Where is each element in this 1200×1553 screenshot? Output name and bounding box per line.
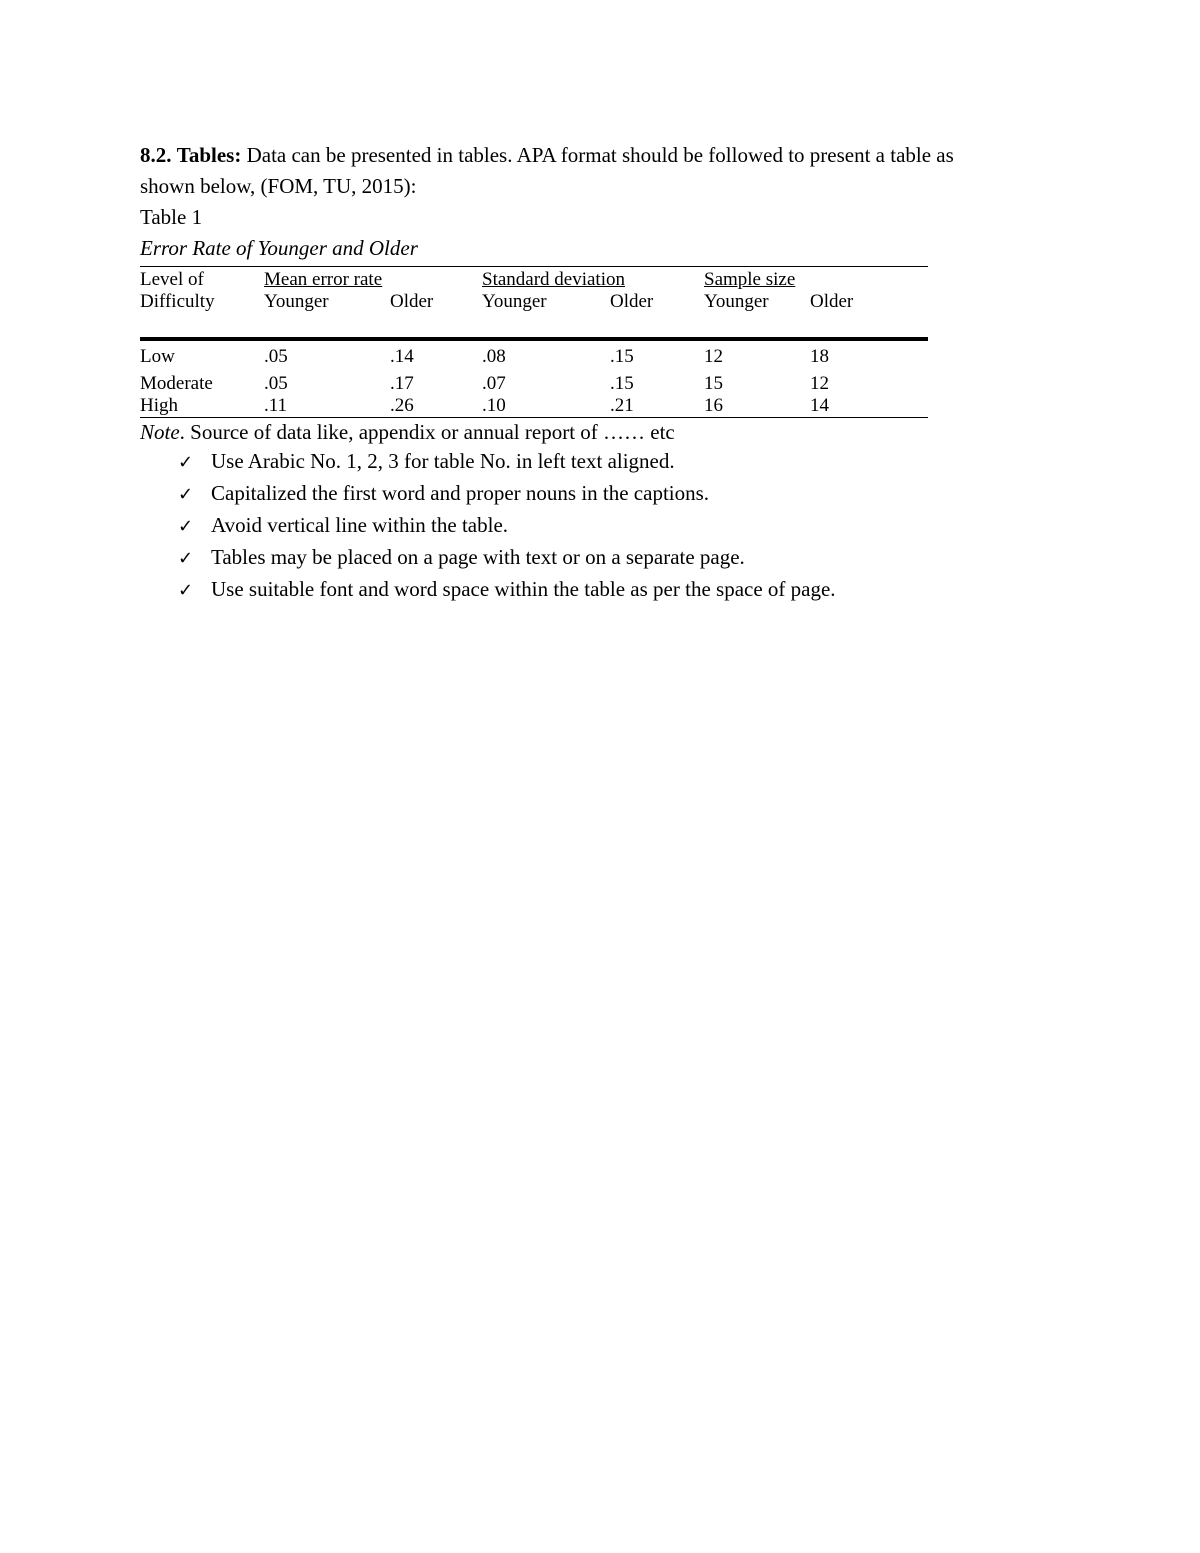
- header-cell: Difficulty: [140, 291, 264, 339]
- table-header-row-2: [140, 291, 928, 339]
- table-cell: 12: [810, 373, 829, 394]
- table-label: Table 1: [140, 205, 203, 229]
- note-period: .: [179, 420, 185, 444]
- list-item-text: Capitalized the first word and proper nouns in the captions.: [211, 481, 710, 505]
- list-item-text: Tables may be placed on a page with text or on a separate page.: [211, 545, 745, 569]
- list-item: [178, 542, 1100, 574]
- list-item-text: Use Arabic No. 1, 2, 3 for table No. in left text aligned.: [211, 449, 675, 473]
- header-cell: Younger: [482, 291, 610, 339]
- table-note: [140, 418, 1100, 446]
- table-cell: .21: [610, 395, 704, 418]
- list-item: [178, 574, 1100, 606]
- table-cell: 14: [810, 395, 928, 418]
- header-level-of: Level of: [140, 267, 264, 292]
- table-row: [140, 368, 928, 395]
- table-cell: 12: [704, 346, 723, 367]
- checklist: [140, 446, 1100, 606]
- section-title: Tables:: [176, 143, 242, 167]
- header-cell: Older: [610, 291, 704, 339]
- table-cell: .08: [482, 346, 506, 367]
- table-cell: Moderate: [140, 373, 213, 394]
- table-cell: .14: [390, 346, 414, 367]
- table-cell: .10: [482, 395, 610, 418]
- header-cell: Younger: [704, 291, 810, 339]
- list-item: [178, 478, 1100, 510]
- table-cell: .15: [610, 373, 634, 394]
- table-header-row-1: [140, 267, 928, 292]
- table-cell: .05: [264, 346, 288, 367]
- header-group-mean-error-rate: Mean error rate: [264, 267, 482, 292]
- header-cell: Older: [810, 291, 928, 339]
- list-item-text: Use suitable font and word space within the table as per the space of page.: [211, 577, 836, 601]
- header-cell: Younger: [264, 291, 390, 339]
- note-lead: Note: [140, 420, 180, 444]
- table-cell: .17: [390, 373, 414, 394]
- check-icon: ✓: [178, 580, 194, 601]
- table-title: Error Rate of Younger and Older: [140, 236, 418, 260]
- table-cell: 15: [704, 373, 723, 394]
- table-cell: High: [140, 395, 264, 418]
- list-item: [178, 510, 1100, 542]
- check-icon: ✓: [178, 516, 194, 537]
- list-item: [178, 446, 1100, 478]
- table-cell: .07: [482, 373, 506, 394]
- check-icon: ✓: [178, 452, 194, 473]
- list-item-text: Avoid vertical line within the table.: [211, 513, 509, 537]
- note-text: Source of data like, appendix or annual report of …… etc: [184, 420, 675, 444]
- table-row: [140, 339, 928, 368]
- table-cell: .26: [390, 395, 482, 418]
- table-cell: Low: [140, 346, 175, 367]
- table-row: [140, 395, 928, 418]
- section-text-line1: Data can be presented in tables. APA format should be followed to present a table as: [241, 143, 954, 167]
- check-icon: ✓: [178, 484, 194, 505]
- header-group-sample-size: Sample size: [704, 267, 928, 292]
- table-cell: 18: [810, 346, 829, 367]
- apa-table: [140, 266, 928, 418]
- table-cell: 16: [704, 395, 810, 418]
- check-icon: ✓: [178, 548, 194, 569]
- header-cell: Older: [390, 291, 482, 339]
- table-cell: .15: [610, 346, 634, 367]
- document-page: [140, 140, 1100, 606]
- table-cell: .11: [264, 395, 390, 418]
- section-number: 8.2.: [140, 143, 172, 167]
- table-cell: .05: [264, 373, 288, 394]
- section-paragraph: [140, 140, 1100, 202]
- header-group-standard-deviation: Standard deviation: [482, 267, 704, 292]
- section-text-line2: shown below, (FOM, TU, 2015):: [140, 174, 417, 198]
